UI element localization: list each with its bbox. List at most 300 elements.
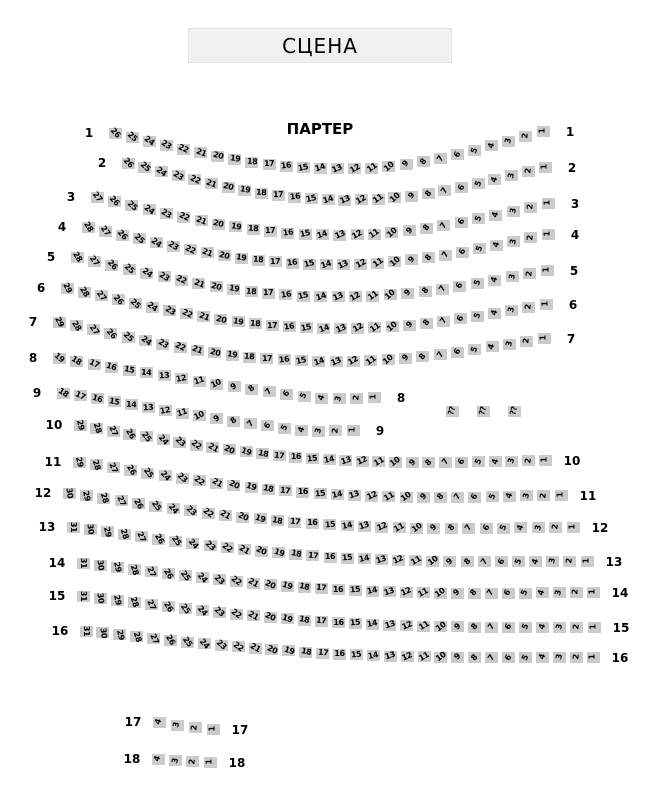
seat[interactable] bbox=[434, 153, 447, 164]
seat[interactable] bbox=[462, 523, 475, 534]
seat[interactable] bbox=[152, 534, 165, 545]
seat[interactable] bbox=[486, 491, 499, 502]
seat[interactable] bbox=[417, 587, 430, 598]
seat[interactable] bbox=[522, 455, 535, 466]
seat[interactable] bbox=[145, 599, 158, 610]
seat[interactable] bbox=[255, 546, 268, 557]
seat[interactable] bbox=[247, 610, 260, 621]
seat[interactable] bbox=[542, 198, 555, 209]
seat[interactable] bbox=[507, 206, 520, 217]
seat[interactable] bbox=[247, 224, 260, 235]
seat[interactable] bbox=[502, 136, 515, 147]
seat[interactable] bbox=[210, 379, 223, 390]
seat[interactable] bbox=[451, 149, 464, 160]
seat[interactable] bbox=[107, 426, 120, 437]
seat[interactable] bbox=[296, 487, 309, 498]
seat[interactable] bbox=[105, 362, 118, 373]
seat[interactable] bbox=[266, 320, 279, 331]
seat[interactable] bbox=[367, 226, 381, 241]
seat[interactable] bbox=[306, 453, 319, 464]
seat[interactable] bbox=[420, 223, 433, 234]
seat[interactable] bbox=[164, 635, 177, 646]
seat[interactable] bbox=[142, 402, 155, 413]
seat[interactable] bbox=[214, 314, 227, 325]
seat[interactable] bbox=[461, 556, 474, 567]
seat[interactable] bbox=[536, 622, 549, 633]
seat[interactable] bbox=[77, 558, 90, 569]
seat[interactable] bbox=[497, 523, 510, 534]
seat[interactable] bbox=[451, 492, 464, 503]
seat[interactable] bbox=[229, 221, 242, 232]
seat[interactable] bbox=[472, 178, 485, 189]
seat[interactable] bbox=[198, 638, 211, 649]
seat[interactable] bbox=[298, 391, 311, 402]
seat[interactable] bbox=[306, 550, 319, 561]
seat[interactable] bbox=[192, 278, 205, 289]
seat[interactable] bbox=[417, 156, 430, 167]
seat[interactable] bbox=[349, 618, 362, 629]
seat[interactable] bbox=[104, 328, 117, 339]
seat[interactable] bbox=[368, 392, 381, 403]
seat[interactable] bbox=[471, 311, 484, 322]
seat[interactable] bbox=[193, 376, 206, 387]
seat-unknown[interactable] bbox=[477, 406, 490, 417]
seat[interactable] bbox=[312, 426, 325, 437]
seat[interactable] bbox=[177, 144, 190, 155]
seat[interactable] bbox=[204, 540, 217, 551]
seat[interactable] bbox=[472, 456, 485, 467]
seat[interactable] bbox=[536, 652, 549, 663]
seat[interactable] bbox=[167, 241, 180, 252]
seat[interactable] bbox=[549, 522, 562, 533]
seat[interactable] bbox=[87, 324, 100, 335]
seat[interactable] bbox=[283, 321, 296, 332]
seat[interactable] bbox=[488, 174, 501, 185]
seat[interactable] bbox=[522, 302, 535, 313]
seat[interactable] bbox=[212, 219, 225, 230]
seat[interactable] bbox=[138, 162, 151, 173]
seat[interactable] bbox=[208, 347, 221, 358]
seat[interactable] bbox=[314, 488, 327, 499]
seat[interactable] bbox=[228, 154, 241, 165]
seat[interactable] bbox=[315, 583, 328, 594]
seat[interactable] bbox=[382, 354, 395, 365]
seat[interactable] bbox=[436, 284, 449, 295]
seat[interactable] bbox=[152, 754, 165, 765]
seat[interactable] bbox=[488, 275, 501, 286]
seat[interactable] bbox=[153, 717, 166, 728]
seat[interactable] bbox=[581, 556, 594, 567]
seat[interactable] bbox=[194, 147, 207, 158]
seat[interactable] bbox=[434, 349, 447, 360]
seat[interactable] bbox=[155, 166, 168, 177]
seat[interactable] bbox=[247, 578, 260, 589]
seat[interactable] bbox=[141, 468, 154, 479]
seat[interactable] bbox=[201, 247, 214, 258]
seat[interactable] bbox=[539, 162, 552, 173]
seat[interactable] bbox=[329, 425, 342, 436]
seat[interactable] bbox=[80, 490, 93, 501]
seat[interactable] bbox=[330, 356, 343, 367]
seat[interactable] bbox=[74, 420, 87, 431]
seat[interactable] bbox=[503, 339, 516, 350]
seat[interactable] bbox=[514, 522, 527, 533]
seat[interactable] bbox=[537, 490, 550, 501]
seat[interactable] bbox=[347, 425, 360, 436]
seat[interactable] bbox=[163, 305, 176, 316]
seat[interactable] bbox=[288, 517, 301, 528]
seat[interactable] bbox=[422, 252, 435, 263]
seat[interactable] bbox=[232, 316, 245, 327]
seat[interactable] bbox=[90, 189, 105, 204]
seat[interactable] bbox=[420, 318, 433, 329]
seat[interactable] bbox=[422, 188, 435, 199]
seat[interactable] bbox=[232, 641, 245, 652]
seat[interactable] bbox=[485, 140, 498, 151]
seat[interactable] bbox=[485, 588, 498, 599]
seat[interactable] bbox=[505, 170, 518, 181]
seat[interactable] bbox=[332, 584, 345, 595]
seat[interactable] bbox=[115, 227, 130, 242]
seat[interactable] bbox=[455, 182, 468, 193]
seat[interactable] bbox=[417, 492, 430, 503]
seat[interactable] bbox=[426, 556, 439, 567]
seat[interactable] bbox=[401, 288, 414, 299]
seat[interactable] bbox=[416, 351, 429, 362]
seat[interactable] bbox=[189, 722, 202, 733]
seat[interactable] bbox=[386, 321, 399, 332]
seat[interactable] bbox=[471, 278, 484, 289]
seat[interactable] bbox=[468, 622, 481, 633]
seat[interactable] bbox=[88, 256, 101, 267]
seat[interactable] bbox=[432, 585, 447, 600]
seat[interactable] bbox=[202, 508, 215, 519]
seat[interactable] bbox=[204, 757, 217, 768]
seat[interactable] bbox=[113, 629, 126, 640]
seat[interactable] bbox=[439, 250, 452, 261]
seat[interactable] bbox=[392, 555, 405, 566]
seat[interactable] bbox=[162, 568, 175, 579]
seat[interactable] bbox=[536, 587, 549, 598]
seat[interactable] bbox=[388, 192, 401, 203]
seat[interactable] bbox=[419, 286, 432, 297]
seat[interactable] bbox=[108, 125, 123, 140]
seat[interactable] bbox=[350, 393, 363, 404]
seat[interactable] bbox=[176, 408, 189, 419]
seat[interactable] bbox=[173, 437, 186, 448]
seat[interactable] bbox=[472, 213, 485, 224]
seat[interactable] bbox=[341, 553, 354, 564]
seat[interactable] bbox=[278, 423, 291, 434]
seat[interactable] bbox=[587, 652, 600, 663]
seat[interactable] bbox=[124, 465, 137, 476]
seat[interactable] bbox=[111, 595, 124, 606]
seat[interactable] bbox=[453, 281, 466, 292]
seat[interactable] bbox=[101, 526, 114, 537]
seat[interactable] bbox=[159, 470, 172, 481]
seat[interactable] bbox=[382, 161, 395, 172]
seat[interactable] bbox=[468, 344, 481, 355]
seat[interactable] bbox=[143, 204, 156, 215]
seat[interactable] bbox=[389, 457, 402, 468]
seat[interactable] bbox=[230, 609, 243, 620]
seat[interactable] bbox=[502, 622, 515, 633]
seat[interactable] bbox=[84, 524, 97, 535]
seat[interactable] bbox=[405, 254, 418, 265]
seat[interactable] bbox=[502, 652, 515, 663]
seat[interactable] bbox=[333, 393, 346, 404]
seat[interactable] bbox=[405, 191, 418, 202]
seat[interactable] bbox=[73, 457, 86, 468]
seat[interactable] bbox=[297, 162, 310, 173]
seat[interactable] bbox=[230, 576, 243, 587]
seat[interactable] bbox=[215, 640, 228, 651]
seat[interactable] bbox=[541, 265, 554, 276]
seat[interactable] bbox=[323, 454, 336, 465]
seat[interactable] bbox=[223, 444, 236, 455]
seat[interactable] bbox=[439, 457, 452, 468]
seat[interactable] bbox=[502, 588, 515, 599]
seat[interactable] bbox=[366, 619, 379, 630]
seat[interactable] bbox=[349, 585, 362, 596]
seat[interactable] bbox=[179, 603, 192, 614]
seat[interactable] bbox=[188, 174, 201, 185]
seat[interactable] bbox=[235, 253, 248, 264]
seat[interactable] bbox=[555, 490, 568, 501]
seat[interactable] bbox=[553, 587, 566, 598]
seat[interactable] bbox=[538, 333, 551, 344]
seat[interactable] bbox=[455, 457, 468, 468]
seat[interactable] bbox=[97, 493, 110, 504]
seat[interactable] bbox=[261, 420, 274, 431]
seat[interactable] bbox=[570, 652, 583, 663]
seat[interactable] bbox=[451, 588, 464, 599]
seat-unknown[interactable] bbox=[446, 406, 459, 417]
seat[interactable] bbox=[264, 226, 277, 237]
seat[interactable] bbox=[385, 227, 398, 238]
seat[interactable] bbox=[503, 491, 516, 502]
seat[interactable] bbox=[108, 196, 121, 207]
seat[interactable] bbox=[181, 637, 194, 648]
seat[interactable] bbox=[179, 570, 192, 581]
seat[interactable] bbox=[190, 440, 203, 451]
seat[interactable] bbox=[331, 489, 344, 500]
seat[interactable] bbox=[282, 645, 295, 656]
seat[interactable] bbox=[331, 163, 344, 174]
seat[interactable] bbox=[358, 521, 371, 532]
seat[interactable] bbox=[245, 384, 258, 395]
seat[interactable] bbox=[303, 259, 316, 270]
seat[interactable] bbox=[382, 491, 395, 502]
seat[interactable] bbox=[383, 586, 396, 597]
seat[interactable] bbox=[587, 587, 600, 598]
seat[interactable] bbox=[265, 644, 278, 655]
seat[interactable] bbox=[193, 410, 206, 421]
seat[interactable] bbox=[438, 185, 451, 196]
seat[interactable] bbox=[63, 488, 76, 499]
seat[interactable] bbox=[193, 475, 206, 486]
seat[interactable] bbox=[505, 305, 518, 316]
seat[interactable] bbox=[263, 386, 276, 397]
seat[interactable] bbox=[132, 498, 145, 509]
seat[interactable] bbox=[61, 283, 74, 294]
seat[interactable] bbox=[162, 601, 175, 612]
seat[interactable] bbox=[95, 290, 108, 301]
seat[interactable] bbox=[255, 188, 268, 199]
seat[interactable] bbox=[186, 756, 199, 767]
seat[interactable] bbox=[488, 308, 501, 319]
seat[interactable] bbox=[338, 195, 351, 206]
seat[interactable] bbox=[176, 473, 189, 484]
seat[interactable] bbox=[490, 240, 503, 251]
seat[interactable] bbox=[254, 513, 267, 524]
seat[interactable] bbox=[437, 220, 450, 231]
seat[interactable] bbox=[298, 615, 311, 626]
seat[interactable] bbox=[358, 553, 371, 564]
seat[interactable] bbox=[108, 396, 121, 407]
seat[interactable] bbox=[70, 356, 83, 367]
seat[interactable] bbox=[167, 503, 180, 514]
seat[interactable] bbox=[262, 484, 275, 495]
seat[interactable] bbox=[175, 373, 188, 384]
seat[interactable] bbox=[272, 547, 285, 558]
seat[interactable] bbox=[506, 271, 519, 282]
seat[interactable] bbox=[82, 222, 95, 233]
seat[interactable] bbox=[80, 626, 93, 637]
seat[interactable] bbox=[207, 724, 220, 735]
seat[interactable] bbox=[316, 229, 329, 240]
seat[interactable] bbox=[249, 318, 262, 329]
seat[interactable] bbox=[143, 136, 156, 147]
seat[interactable] bbox=[236, 512, 249, 523]
seat[interactable] bbox=[186, 538, 199, 549]
seat[interactable] bbox=[256, 448, 269, 459]
seat[interactable] bbox=[520, 490, 533, 501]
seat[interactable] bbox=[262, 288, 275, 299]
seat[interactable] bbox=[410, 523, 423, 534]
seat[interactable] bbox=[77, 591, 90, 602]
seat-unknown[interactable] bbox=[508, 406, 521, 417]
seat[interactable] bbox=[264, 612, 277, 623]
seat[interactable] bbox=[238, 544, 251, 555]
seat[interactable] bbox=[588, 622, 601, 633]
seat[interactable] bbox=[356, 456, 369, 467]
seat[interactable] bbox=[245, 482, 258, 493]
seat[interactable] bbox=[184, 244, 197, 255]
seat[interactable] bbox=[272, 190, 285, 201]
seat[interactable] bbox=[53, 317, 66, 328]
seat[interactable] bbox=[226, 350, 239, 361]
seat[interactable] bbox=[437, 316, 450, 327]
seat[interactable] bbox=[191, 345, 204, 356]
seat[interactable] bbox=[111, 562, 124, 573]
seat[interactable] bbox=[406, 457, 419, 468]
seat[interactable] bbox=[384, 289, 397, 300]
seat[interactable] bbox=[243, 352, 256, 363]
seat[interactable] bbox=[213, 574, 226, 585]
seat[interactable] bbox=[393, 522, 406, 533]
seat[interactable] bbox=[184, 505, 197, 516]
seat[interactable] bbox=[523, 268, 536, 279]
seat[interactable] bbox=[365, 163, 378, 174]
seat[interactable] bbox=[485, 622, 498, 633]
seat[interactable] bbox=[286, 258, 299, 269]
seat[interactable] bbox=[140, 431, 153, 442]
seat[interactable] bbox=[365, 491, 378, 502]
seat[interactable] bbox=[529, 556, 542, 567]
seat[interactable] bbox=[388, 256, 401, 267]
seat[interactable] bbox=[297, 291, 310, 302]
seat[interactable] bbox=[323, 519, 336, 530]
seat[interactable] bbox=[400, 587, 413, 598]
seat[interactable] bbox=[434, 492, 447, 503]
seat[interactable] bbox=[384, 651, 397, 662]
seat[interactable] bbox=[123, 429, 136, 440]
seat[interactable] bbox=[368, 322, 381, 333]
seat[interactable] bbox=[213, 607, 226, 618]
seat[interactable] bbox=[169, 755, 182, 766]
seat[interactable] bbox=[317, 323, 330, 334]
seat[interactable] bbox=[156, 339, 169, 350]
seat[interactable] bbox=[383, 620, 396, 631]
seat[interactable] bbox=[403, 320, 416, 331]
seat[interactable] bbox=[355, 194, 368, 205]
seat[interactable] bbox=[489, 210, 502, 221]
seat[interactable] bbox=[94, 560, 107, 571]
seat[interactable] bbox=[175, 275, 188, 286]
seat[interactable] bbox=[249, 643, 262, 654]
seat[interactable] bbox=[322, 194, 335, 205]
seat[interactable] bbox=[337, 259, 350, 270]
seat[interactable] bbox=[160, 208, 173, 219]
seat[interactable] bbox=[443, 556, 456, 567]
seat[interactable] bbox=[524, 232, 537, 243]
seat[interactable] bbox=[219, 510, 232, 521]
seat[interactable] bbox=[468, 588, 481, 599]
seat[interactable] bbox=[540, 299, 553, 310]
seat[interactable] bbox=[451, 347, 464, 358]
seat[interactable] bbox=[418, 651, 431, 662]
seat[interactable] bbox=[228, 381, 241, 392]
seat[interactable] bbox=[401, 651, 414, 662]
seat[interactable] bbox=[532, 522, 545, 533]
seat[interactable] bbox=[90, 459, 103, 470]
seat[interactable] bbox=[367, 650, 380, 661]
seat[interactable] bbox=[157, 434, 170, 445]
seat[interactable] bbox=[245, 286, 258, 297]
seat[interactable] bbox=[280, 389, 293, 400]
seat[interactable] bbox=[279, 289, 292, 300]
seat[interactable] bbox=[125, 200, 138, 211]
seat[interactable] bbox=[146, 302, 159, 313]
seat[interactable] bbox=[260, 353, 273, 364]
seat[interactable] bbox=[195, 215, 208, 226]
seat[interactable] bbox=[519, 622, 532, 633]
seat[interactable] bbox=[486, 341, 499, 352]
seat[interactable] bbox=[409, 555, 422, 566]
seat[interactable] bbox=[553, 652, 566, 663]
seat[interactable] bbox=[316, 648, 329, 659]
seat[interactable] bbox=[140, 268, 153, 279]
seat[interactable] bbox=[129, 298, 142, 309]
seat[interactable] bbox=[505, 456, 518, 467]
seat[interactable] bbox=[90, 423, 103, 434]
seat[interactable] bbox=[366, 291, 379, 302]
seat[interactable] bbox=[196, 572, 209, 583]
seat[interactable] bbox=[281, 613, 294, 624]
seat[interactable] bbox=[400, 159, 413, 170]
seat[interactable] bbox=[57, 388, 70, 399]
